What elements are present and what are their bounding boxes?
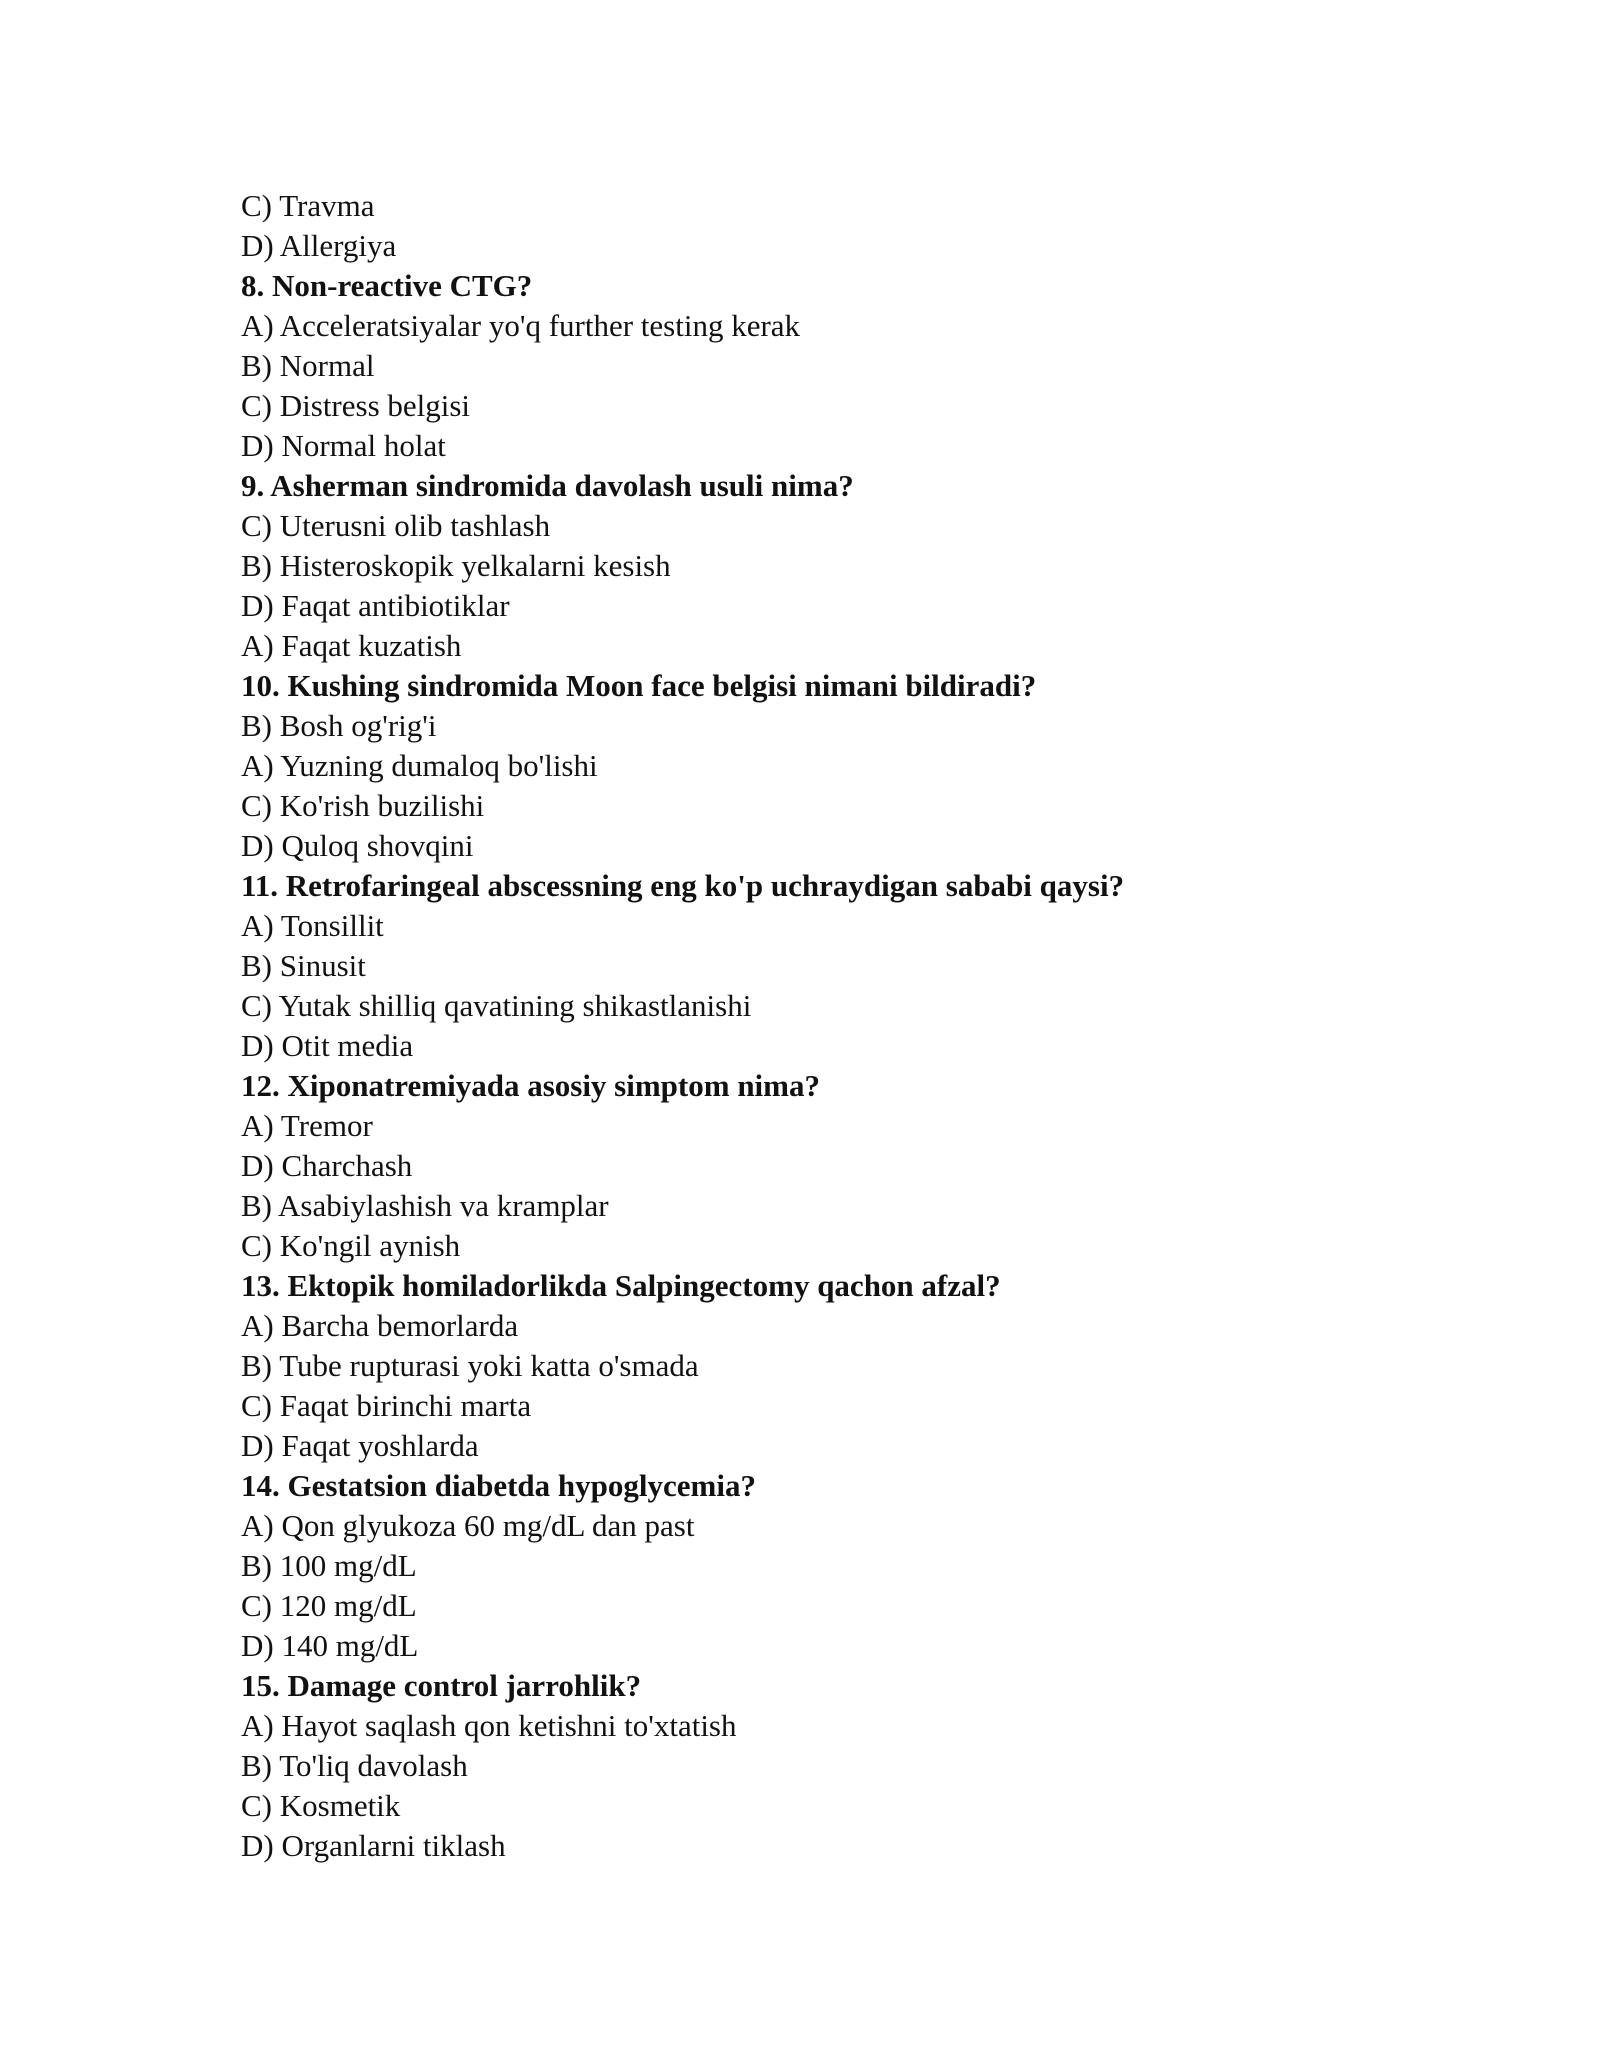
question-title: 12. Xiponatremiyada asosiy simptom nima? — [241, 1068, 820, 1103]
option-line: B) Sinusit — [241, 948, 366, 983]
question-title: 10. Kushing sindromida Moon face belgisi nimani bildiradi? — [241, 668, 1037, 703]
option-line: C) Ko'ngil aynish — [241, 1228, 461, 1263]
option-line: B) Tube rupturasi yoki katta o'smada — [241, 1348, 699, 1383]
question-title: 15. Damage control jarrohlik? — [241, 1668, 642, 1703]
question-title: 13. Ektopik homiladorlikda Salpingectomy qachon afzal? — [241, 1268, 1001, 1303]
option-line: D) Faqat yoshlarda — [241, 1428, 479, 1463]
option-line: D) Otit media — [241, 1028, 414, 1063]
question-title: 14. Gestatsion diabetda hypoglycemia? — [241, 1468, 756, 1503]
option-line: B) To'liq davolash — [241, 1748, 468, 1783]
option-line: A) Hayot saqlash qon ketishni to'xtatish — [241, 1708, 737, 1743]
option-line: D) Quloq shovqini — [241, 828, 474, 863]
option-line: C) Travma — [241, 188, 375, 223]
question-title: 9. Asherman sindromida davolash usuli nima? — [241, 468, 854, 503]
option-line: D) Allergiya — [241, 228, 397, 263]
option-line: D) Organlarni tiklash — [241, 1828, 506, 1863]
option-line: A) Qon glyukoza 60 mg/dL dan past — [241, 1508, 695, 1543]
question-title: 8. Non-reactive CTG? — [241, 268, 533, 303]
option-line: C) Kosmetik — [241, 1788, 401, 1823]
question-list — [241, 186, 1441, 1866]
option-line: B) Bosh og'rig'i — [241, 708, 437, 743]
option-line: B) Histeroskopik yelkalarni kesish — [241, 548, 671, 583]
option-line: D) Normal holat — [241, 428, 446, 463]
option-line: D) Faqat antibiotiklar — [241, 588, 510, 623]
option-line: B) 100 mg/dL — [241, 1548, 417, 1583]
option-line: A) Faqat kuzatish — [241, 628, 462, 663]
option-line: B) Normal — [241, 348, 375, 383]
option-line: B) Asabiylashish va kramplar — [241, 1188, 609, 1223]
question-title: 11. Retrofaringeal abscessning eng ko'p uchraydigan sababi qaysi? — [241, 868, 1125, 903]
option-line: C) 120 mg/dL — [241, 1588, 417, 1623]
option-line: A) Tonsillit — [241, 908, 384, 943]
option-line: C) Yutak shilliq qavatining shikastlanishi — [241, 988, 752, 1023]
option-line: A) Barcha bemorlarda — [241, 1308, 519, 1343]
option-line: C) Ko'rish buzilishi — [241, 788, 485, 823]
option-line: A) Yuzning dumaloq bo'lishi — [241, 748, 598, 783]
option-line: C) Distress belgisi — [241, 388, 471, 423]
option-line: A) Acceleratsiyalar yo'q further testing kerak — [241, 308, 801, 343]
option-line: D) 140 mg/dL — [241, 1628, 419, 1663]
option-line: C) Faqat birinchi marta — [241, 1388, 532, 1423]
option-line: A) Tremor — [241, 1108, 373, 1143]
option-line: D) Charchash — [241, 1148, 413, 1183]
option-line: C) Uterusni olib tashlash — [241, 508, 551, 543]
